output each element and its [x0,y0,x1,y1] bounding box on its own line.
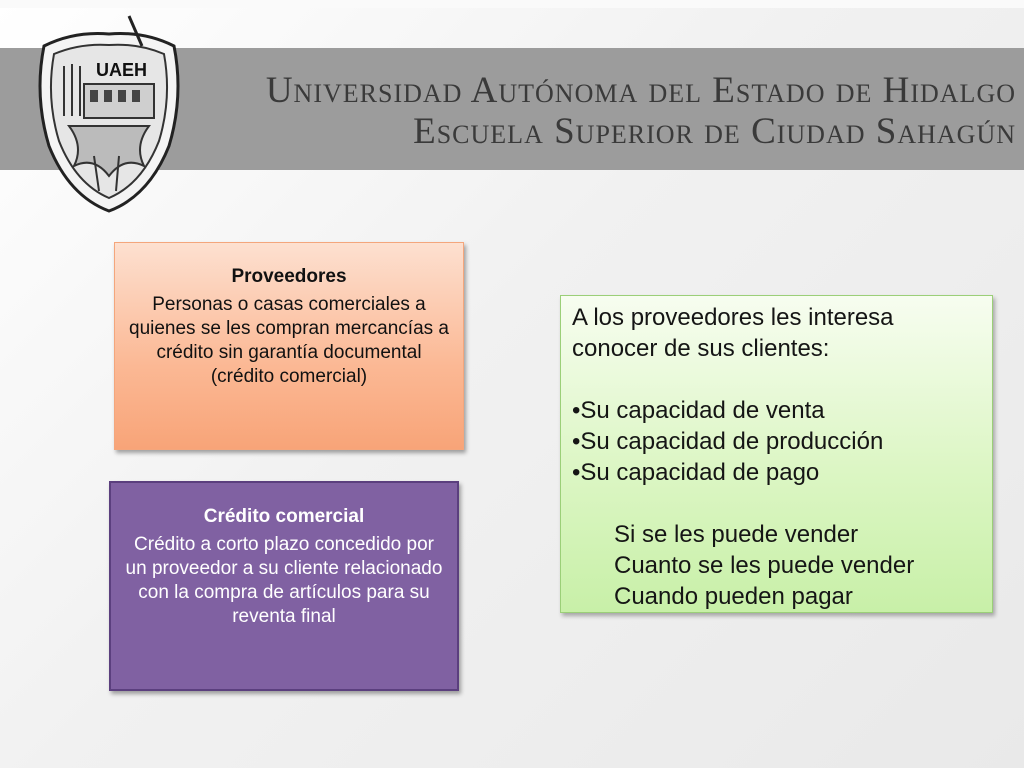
proveedores-body: Personas o casas comerciales a quienes se les compran mercancías a crédito sin garantía documental (crédito comercial) [129,294,449,387]
university-name: Universidad Autónoma del Estado de Hidalgo [265,70,1016,111]
sub-item: Si se les puede vender [614,521,859,548]
bullet-item [572,426,982,457]
bullet-text: Su capacidad de producción [580,428,884,455]
spacer [572,488,982,519]
interes-intro: A los proveedores les interesa conocer de sus clientes: [572,304,894,362]
school-name: Escuela Superior de Ciudad Sahagún [413,111,1016,152]
proveedores-box [114,242,464,450]
svg-text:UAEH: UAEH [96,60,148,80]
interes-box [560,295,993,613]
sub-item: Cuanto se les puede vender [614,552,915,579]
bullet-text: Su capacidad de pago [580,459,820,486]
interes-bullets [572,395,982,488]
credito-box [109,481,459,691]
spacer [572,364,982,395]
proveedores-title: Proveedores [231,266,347,287]
uaeh-logo [24,6,194,216]
header-title [216,70,1016,152]
bullet-item [572,395,982,426]
sub-item: Cuando pueden pagar [614,583,853,610]
credito-title: Crédito comercial [203,506,365,527]
bullet-item [572,457,982,488]
credito-body: Crédito a corto plazo concedido por un proveedor a su cliente relacionado con la compra de artículos para su reventa final [125,534,443,627]
bullet-text: Su capacidad de venta [580,397,825,424]
